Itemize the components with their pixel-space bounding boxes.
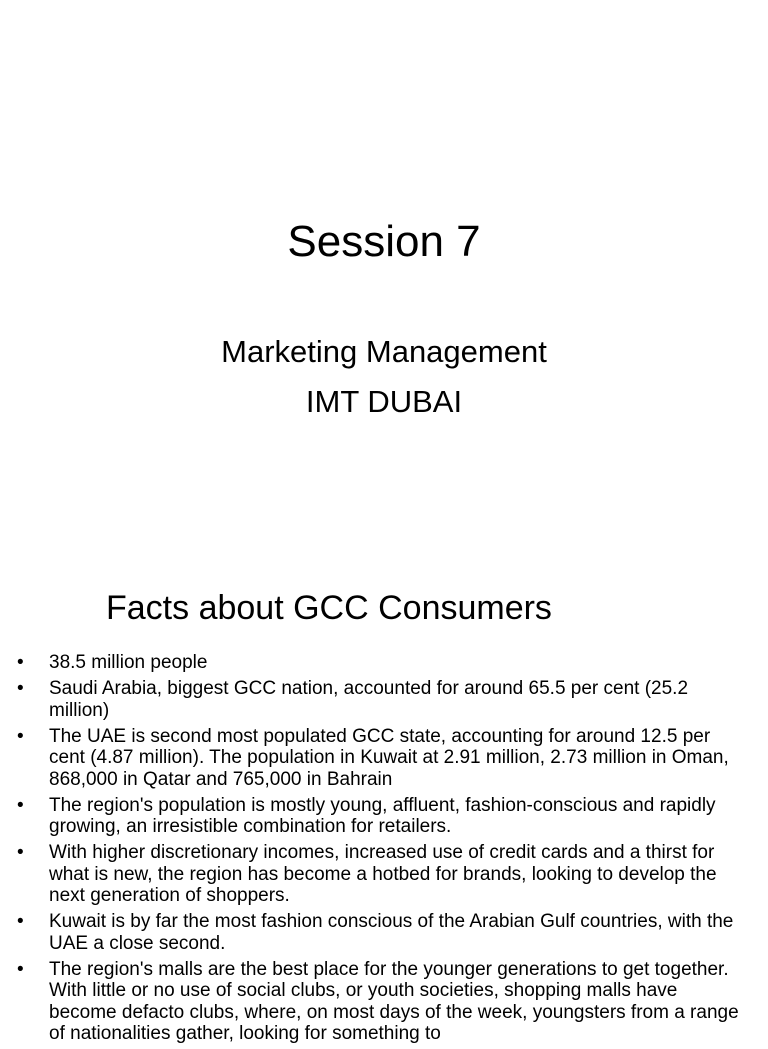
subtitle-course: Marketing Management	[221, 334, 547, 369]
bullet-text: 38.5 million people	[49, 652, 208, 673]
bullet-text: The UAE is second most populated GCC state, accounting for around 12.5 per cent (4.87 million). The population in Kuwait at 2.91 million, 2.73 million in Oman, 868,000 in Qatar and 765,000 in Bahrain	[49, 725, 729, 790]
list-item	[0, 959, 768, 1045]
list-item	[0, 795, 768, 838]
slide-title: Session 7	[287, 217, 481, 266]
bullet-text: The region's malls are the best place for the younger generations to get together. With little or no use of social clubs, or youth societies, shopping malls have become defacto clubs, where, on most days of the week, youngsters from a range of nationalities gather, looking for something to	[49, 958, 739, 1044]
section-heading: Facts about GCC Consumers	[106, 589, 552, 627]
bullet-icon: •	[17, 652, 24, 673]
subtitle-institution: IMT DUBAI	[305, 384, 463, 419]
list-item	[0, 678, 768, 721]
list-item	[0, 726, 768, 791]
bullet-icon: •	[17, 911, 24, 932]
bullet-text: Kuwait is by far the most fashion conscious of the Arabian Gulf countries, with the UAE a close second.	[49, 911, 734, 954]
bullet-icon: •	[17, 958, 24, 980]
bullet-icon: •	[17, 794, 24, 816]
bullet-icon: •	[17, 678, 24, 699]
list-item	[0, 652, 768, 674]
bullet-text: The region's population is mostly young, affluent, fashion-conscious and rapidly growing, an irresistible combination for retailers.	[49, 794, 716, 837]
list-item	[0, 911, 768, 954]
bullet-icon: •	[17, 842, 24, 863]
bullet-text: Saudi Arabia, biggest GCC nation, accounted for around 65.5 per cent (25.2 million)	[49, 678, 689, 721]
list-item	[0, 842, 768, 907]
bullet-list	[0, 652, 768, 1049]
bullet-text: With higher discretionary incomes, increased use of credit cards and a thirst for what is new, the region has become a hotbed for brands, looking to develop the next generation of shoppers.	[49, 842, 717, 906]
bullet-icon: •	[17, 725, 24, 747]
